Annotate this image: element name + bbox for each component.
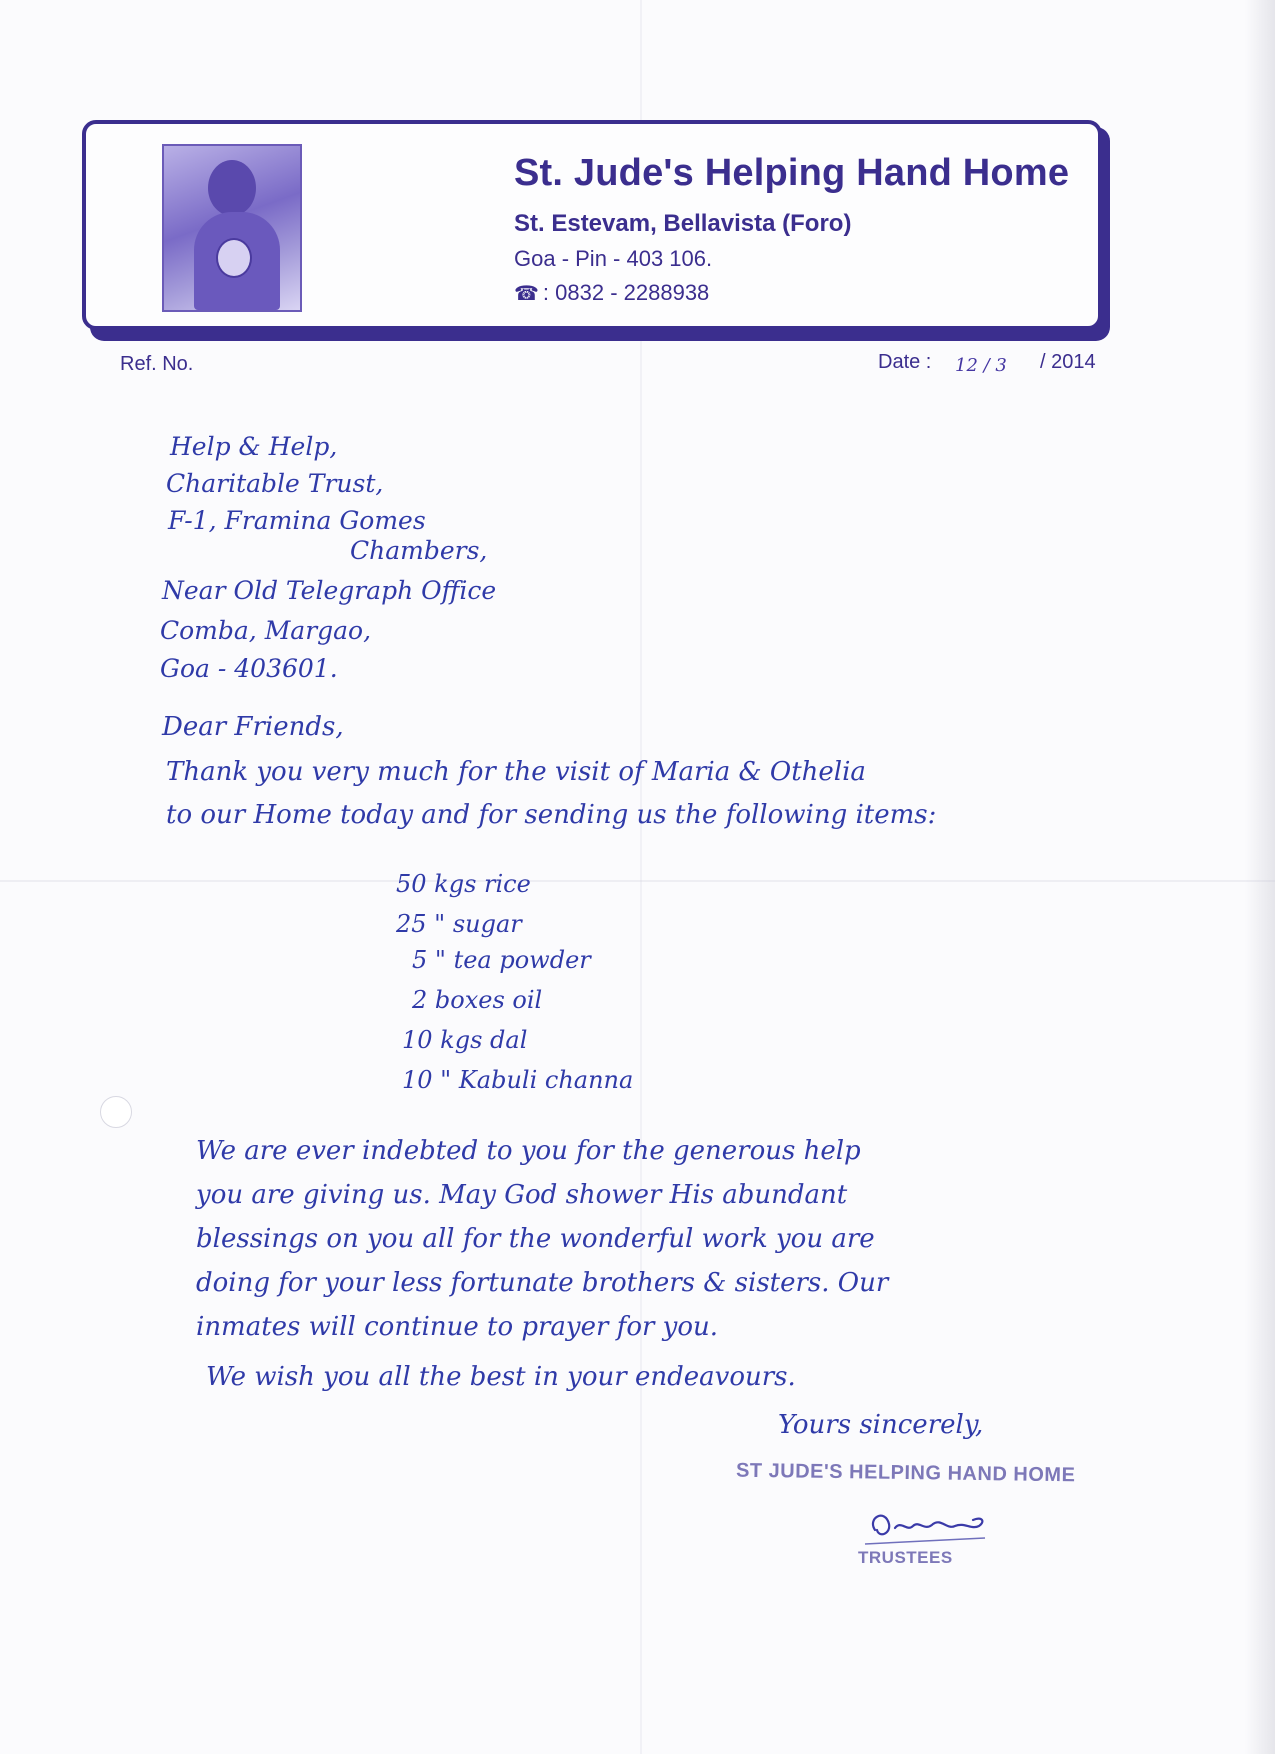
page-edge-shadow <box>1245 0 1275 1754</box>
body-line: you are giving us. May God shower His abundant <box>196 1180 848 1210</box>
list-item: 2 boxes oil <box>412 986 543 1014</box>
body-line: We are ever indebted to you for the generous help <box>196 1136 861 1166</box>
wish-line: We wish you all the best in your endeavours. <box>206 1362 796 1392</box>
list-item: 10 " Kabuli channa <box>402 1066 634 1094</box>
list-item: 50 kgs rice <box>396 870 531 898</box>
body-line: inmates will continue to prayer for you. <box>196 1312 719 1342</box>
date-handwritten: 12 / 3 <box>955 355 1007 376</box>
recipient-line: Help & Help, <box>170 432 338 461</box>
recipient-line: Chambers, <box>350 536 488 565</box>
body-line: blessings on you all for the wonderful work you are <box>196 1224 875 1254</box>
recipient-line: Goa - 403601. <box>160 654 338 683</box>
date-year: / 2014 <box>1040 351 1096 373</box>
fold-crease <box>0 880 1275 882</box>
letterhead-address-line1: St. Estevam, Bellavista (Foro) <box>514 210 852 237</box>
recipient-line: Near Old Telegraph Office <box>162 576 497 605</box>
organization-name: St. Jude's Helping Hand Home <box>514 152 1070 194</box>
date-label: Date : <box>878 351 932 373</box>
salutation: Dear Friends, <box>162 712 344 742</box>
closing: Yours sincerely, <box>778 1410 984 1440</box>
thanks-line: to our Home today and for sending us the following items: <box>166 800 937 830</box>
letterhead-phone <box>514 280 709 306</box>
phone-number: : 0832 - 2288938 <box>542 280 710 305</box>
list-item: 25 " sugar <box>396 910 522 938</box>
letterhead-address-line2: Goa - Pin - 403 106. <box>514 246 713 271</box>
letterhead <box>82 120 1102 330</box>
organization-stamp: ST JUDE'S HELPING HAND HOME <box>735 1459 1076 1487</box>
thanks-line: Thank you very much for the visit of Maria & Othelia <box>166 757 866 787</box>
ref-number-label: Ref. No. <box>120 353 194 375</box>
recipient-line: Charitable Trust, <box>166 469 384 498</box>
signature-icon <box>855 1500 1005 1550</box>
list-item: 5 " tea powder <box>412 946 591 974</box>
punch-hole <box>100 1096 132 1128</box>
list-item: 10 kgs dal <box>402 1026 528 1054</box>
saint-jude-portrait-icon <box>162 144 302 312</box>
body-line: doing for your less fortunate brothers & sisters. Our <box>196 1268 889 1298</box>
recipient-line: F-1, Framina Gomes <box>168 506 426 535</box>
trustees-stamp: TRUSTEES <box>858 1548 953 1567</box>
telephone-icon: ☎ <box>514 283 539 305</box>
recipient-line: Comba, Margao, <box>160 616 372 645</box>
